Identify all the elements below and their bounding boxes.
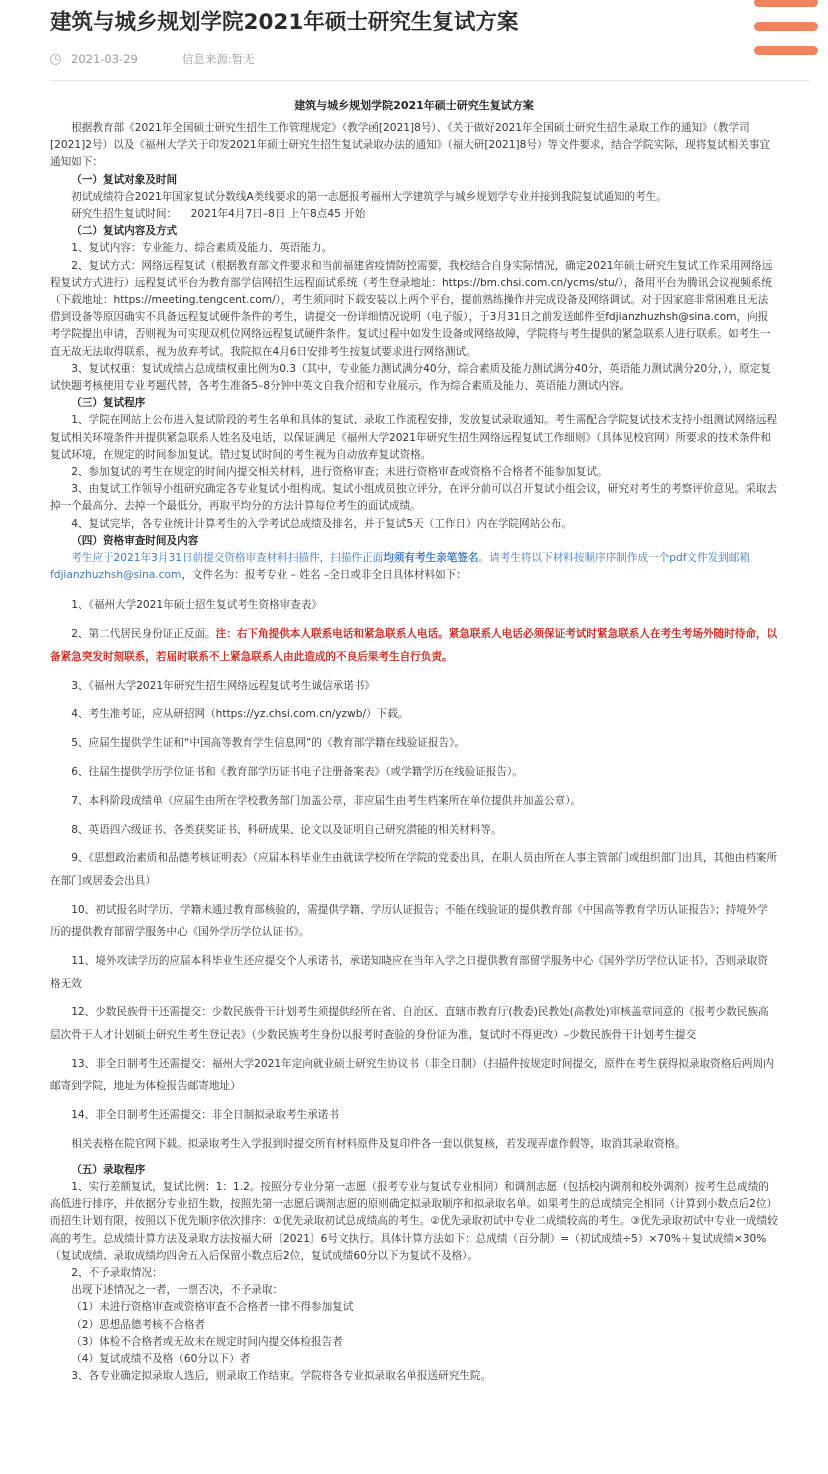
- article-body: [50, 94, 778, 1385]
- section-heading: （五）录取程序: [71, 1163, 146, 1176]
- paragraph: 4、复试完毕，各专业统计计算考生的入学考试总成绩及排名，并于复试5天（工作日）内在学院网站公布。: [71, 517, 572, 530]
- paragraph: 3、各专业确定拟录取人选后，则录取工作结束。学院将各专业拟录取名单报送研究生院。: [71, 1370, 492, 1383]
- list-item: 9、《思想政治素质和品德考核证明表》（应届本科毕业生由就读学校所在学院的党委出具，在职人员由所在人事主管部门或组织部门出具，其他由档案所在部门或居委会出具）: [50, 852, 778, 887]
- page-title: 建筑与城乡规划学院2021年硕士研究生复试方案: [50, 10, 519, 35]
- list-item: （4）复试成绩不及格（60分以下）者: [71, 1353, 251, 1365]
- list-item: 6、往届生提供学历学位证书和《教育部学历证书电子注册备案表》（或学籍学历在线验证报告）。: [71, 765, 523, 778]
- article-meta: [50, 51, 255, 67]
- paragraph: 3、复试权重：复试成绩占总成绩权重比例为0.3（其中，专业能力测试满分40分，综合素质及能力测试满分40分，英语能力测试满分20分，），原定复试快题考核使用专业考题代替，各考生准备5–8分钟中英文自我介绍和专业展示，作为综合素质及能力、英语能力测试内容。: [50, 362, 771, 393]
- materials-list: [50, 594, 778, 1155]
- publish-date: 2021-03-29: [71, 52, 138, 66]
- section-heading: （四）资格审查时间及内容: [71, 534, 199, 547]
- list-item-text: 2、第二代居民身份证正反面。: [71, 628, 216, 641]
- list-item: 8、英语四六级证书、各类获奖证书、科研成果、论文以及证明自己研究潜能的相关材料等。: [71, 823, 502, 836]
- list-item: 14、非全日制考生还需提交：非全日制拟录取考生承诺书: [71, 1109, 339, 1122]
- paragraph: 1、复试内容：专业能力、综合素质及能力、英语能力。: [71, 242, 333, 255]
- list-item: 5、应届生提供学生证和“中国高等教育学生信息网”的《教育部学籍在线验证报告》。: [71, 737, 465, 750]
- paragraph: 2、复试方式：网络远程复试（根据教育部文件要求和当前福建省疫情防控需要，我校结合自身实际情况，确定2021年硕士研究生复试工作采用网络远程复试方式进行）远程复试平台为教育部学信网招生远程面试系统（考生登录地址：https://bm.chsi.com.cn/ycms/stu/），备用平台为腾讯会议视频系统（下载地址：https://meeting.tengcent.com/），考生须同时下载安装以上两个平台，提前熟练操作并完成设备及网络调试。对于因家庭非常困难且无法借到设备等原因确实不具备远程复试硬件条件的考生，请提交一份详细情况说明（电子版），于3月31日之前发送邮件至fdjianzhuzhsh@sina.com，向报考学院提出申请，否则视为可实现双机位网络远程复试硬件条件。复试过程中如发生设备或网络故障，学院将与考生提供的紧急联系人进行联系。如考生一直无故无法取得联系，视为放弃考试。我院拟在4月6日安排考生按复试要求进行网络测试。: [50, 259, 773, 358]
- notice-text: 考生应于2021年3月31日前提交资格审查材料扫描件，扫描件正面: [71, 552, 384, 565]
- notice-rest: ，文件名为：报考专业 – 姓名 –全日或非全日具体材料如下：: [181, 569, 467, 582]
- notice-email: 。请考生将以下材料按顺序序制作成一个pdf文件发到邮箱fdjianzhuzhsh@sina.com: [50, 552, 750, 582]
- divider: [50, 80, 810, 81]
- list-item: 10、初试报名时学历、学籍未通过教育部核验的，需提供学籍、学历认证报告；不能在线验证的提供教育部《中国高等教育学历认证报告》；持境外学历的提供教育部留学服务中心《国外学历学位认证书》。: [50, 903, 768, 939]
- section-heading: （二）复试内容及方式: [71, 225, 178, 238]
- section-heading: （一）复试对象及时间: [71, 173, 178, 186]
- list-item: （2）思想品德考核不合格者: [71, 1318, 206, 1331]
- article-title: 建筑与城乡规划学院2021年硕士研究生复试方案: [294, 99, 534, 112]
- list-item: 4、考生准考证，应从研招网（https://yz.chsi.com.cn/yzwb/）下载。: [71, 708, 409, 721]
- list-item: 12、少数民族骨干还需提交：少数民族骨干计划考生须提供经所在省、自治区、直辖市教育厅(教委)民教处(高教处)审核盖章同意的《报考少数民族高层次骨干人才计划硕士研究生考生登记表》（少数民族考生身份以报考时查验的身份证为准，复试时不得更改）–少数民族骨干计划考生提交: [50, 1006, 769, 1042]
- paragraph: 2、参加复试的考生在规定的时间内提交相关材料，进行资格审查；未进行资格审查或资格不合格者不能参加复试。: [71, 466, 608, 479]
- list-item: （3）体检不合格者或无故未在规定时间内提交体检报告者: [71, 1335, 343, 1348]
- list-item: 13、非全日制考生还需提交：福州大学2021年定向就业硕士研究生协议书（非全日制）（扫描件按规定时间提交，原件在考生获得拟录取资格后两周内邮寄到学院，地址为体检报告邮寄地址）: [50, 1057, 774, 1093]
- list-item: （1）未进行资格审查或资格审查不合格者一律不得参加复试: [71, 1301, 354, 1314]
- info-source: 信息来源:暂无: [181, 52, 255, 66]
- section-heading: （三）复试程序: [71, 397, 146, 410]
- hamburger-menu-icon[interactable]: [754, 0, 818, 60]
- paragraph: 出现下述情况之一者，一票否决，不予录取：: [71, 1284, 284, 1297]
- list-item: 7、本科阶段成绩单（应届生由所在学校教务部门加盖公章，非应届生由考生档案所在单位提供并加盖公章）。: [71, 794, 582, 807]
- paragraph: 3、由复试工作领导小组研究确定各专业复试小组构成。复试小组成员独立评分，在评分前可以召开复试小组会议，研究对考生的考察评价意见。采取去掉一个最高分、去掉一个最低分，再取平均分的方法计算每位考生的面试成绩。: [50, 483, 778, 513]
- paragraph: 1、实行差额复试，复试比例：1：1.2。按照分专业分第一志愿（报考专业与复试专业相同）和调剂志愿（包括校内调剂和校外调剂）按考生总成绩的高低进行排序，并依据分专业招生数，按照先第一志愿后调剂志愿的原则确定拟录取顺序和拟录取名单。如果考生的总成绩完全相同（计算到小数点后2位）而招生计划有限，按照以下优先顺序依次排序：①优先录取初试总成绩高的考生。②优先录取初试中专业二成绩较高的考生。③优先录取初试中专业一成绩较高的考生。总成绩计算方法及录取方法按福大研〔2021〕6号文执行。具体计算方法如下：总成绩（百分制）=（初试成绩÷5）×70%＋复试成绩×30%（复试成绩、录取成绩均四舍五入后保留小数点后2位，复试成绩60分以下为复试不及格）。: [50, 1180, 778, 1262]
- list-item: [50, 623, 778, 668]
- list-item: 相关表格在院官网下载。拟录取考生入学报到时提交所有材料原件及复印件各一套以供复核，若发现弄虚作假等，取消其录取资格。: [71, 1137, 686, 1150]
- intro-paragraph: 根据教育部《2021年全国硕士研究生招生工作管理规定》（教学函[2021]8号）、《关于做好2021年全国硕士研究生招生录取工作的通知》（教学司[2021]2号）以及《福州大学关于印发2021年硕士研究生招生复试录取办法的通知》（福大研[2021]8号）等文件要求，结合学院实际，现将复试相关事宜通知如下：: [50, 122, 771, 169]
- list-item: 1、《福州大学2021年硕士招生复试考生资格审查表》: [71, 599, 323, 612]
- list-item: 3、《福州大学2021年研究生招生网络远程复试考生诚信承诺书》: [71, 679, 376, 692]
- paragraph: 初试成绩符合2021年国家复试分数线A类线要求的第一志愿报考福州大学建筑学与城乡规划学专业并接到我院复试通知的考生。: [71, 190, 667, 203]
- red-note: 注：右下角提供本人联系电话和紧急联系人电话。紧急联系人电话必须保证考试时紧急联系人在考生考场外随时待命，以备紧急突发时刻联系，若届时联系不上紧急联系人由此造成的不良后果考生自行负责。: [50, 628, 778, 663]
- clock-icon: [50, 54, 61, 65]
- list-item: 11、境外攻读学历的应届本科毕业生还应提交个人承诺书，承诺知晓应在当年入学之日提供教育部留学服务中心《国外学历学位认证书》，否则录取资格无效: [50, 955, 768, 990]
- notice-bold: 均须有考生亲笔签名: [383, 552, 479, 565]
- paragraph: 2、不予录取情况：: [71, 1266, 163, 1279]
- paragraph: 研究生招生复试时间： 2021年4月7日–8日 上午8点45 开始: [71, 208, 366, 221]
- paragraph: 1、学院在网站上公布进入复试阶段的考生名单和具体的复试、录取工作流程安排，发放复试录取通知。考生需配合学院复试技术支持小组测试网络远程复试相关环境条件并提供紧急联系人姓名及电话，以保证满足《福州大学2021年研究生招生网络远程复试工作细则》（具体见校官网）所要求的技术条件和复试环境，在规定的时间参加复试。错过复试时间的考生视为自动放弃复试资格。: [50, 414, 778, 461]
- notice-paragraph: [50, 550, 778, 584]
